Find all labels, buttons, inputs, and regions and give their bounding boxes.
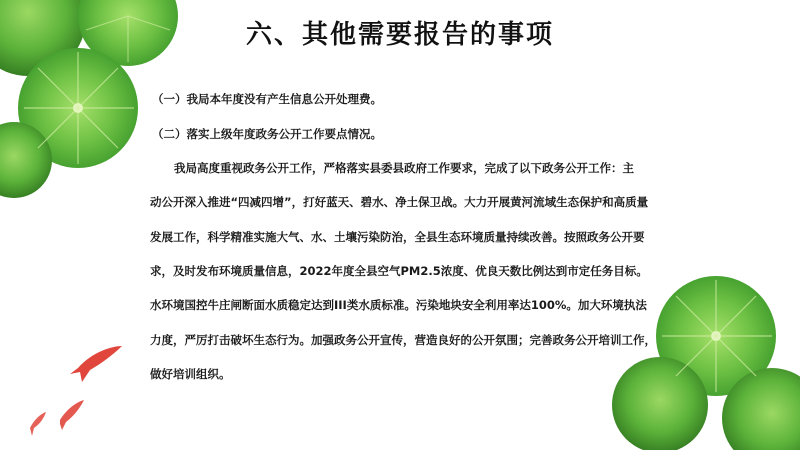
paragraph-line: 我局高度重视政务公开工作，严格落实县委县政府工作要求，完成了以下政务公开工作：主	[174, 161, 634, 175]
item-two: （二）落实上级年度政务公开工作要点情况。	[152, 127, 382, 141]
paragraph-line: 发展工作，科学精准实施大气、水、土壤污染防治，全县生态环境质量持续改善。按照政务公开要	[150, 230, 645, 244]
paragraph-line: 动公开深入推进“四减四增”，打好蓝天、碧水、净土保卫战。大力开展黄河流域生态保护和高质量	[150, 195, 649, 209]
paragraph-line: 力度，严厉打击破坏生态行为。加强政务公开宣传，营造良好的公开氛围；完善政务公开培训工作，	[150, 333, 656, 347]
paragraph-line: 做好培训组织。	[150, 367, 231, 381]
paragraph-line: 求，及时发布环境质量信息，2022年度全县空气PM2.5浓度、优良天数比例达到市定任务目标。	[150, 264, 648, 278]
slide-title: 六、其他需要报告的事项	[245, 20, 554, 50]
item-one: （一）我局本年度没有产生信息公开处理费。	[152, 92, 382, 106]
paragraph-line: 水环境国控牛庄闸断面水质稳定达到III类水质标准。污染地块安全利用率达100%。加大环境执法	[150, 298, 647, 312]
koi-fish-icon	[30, 346, 122, 436]
